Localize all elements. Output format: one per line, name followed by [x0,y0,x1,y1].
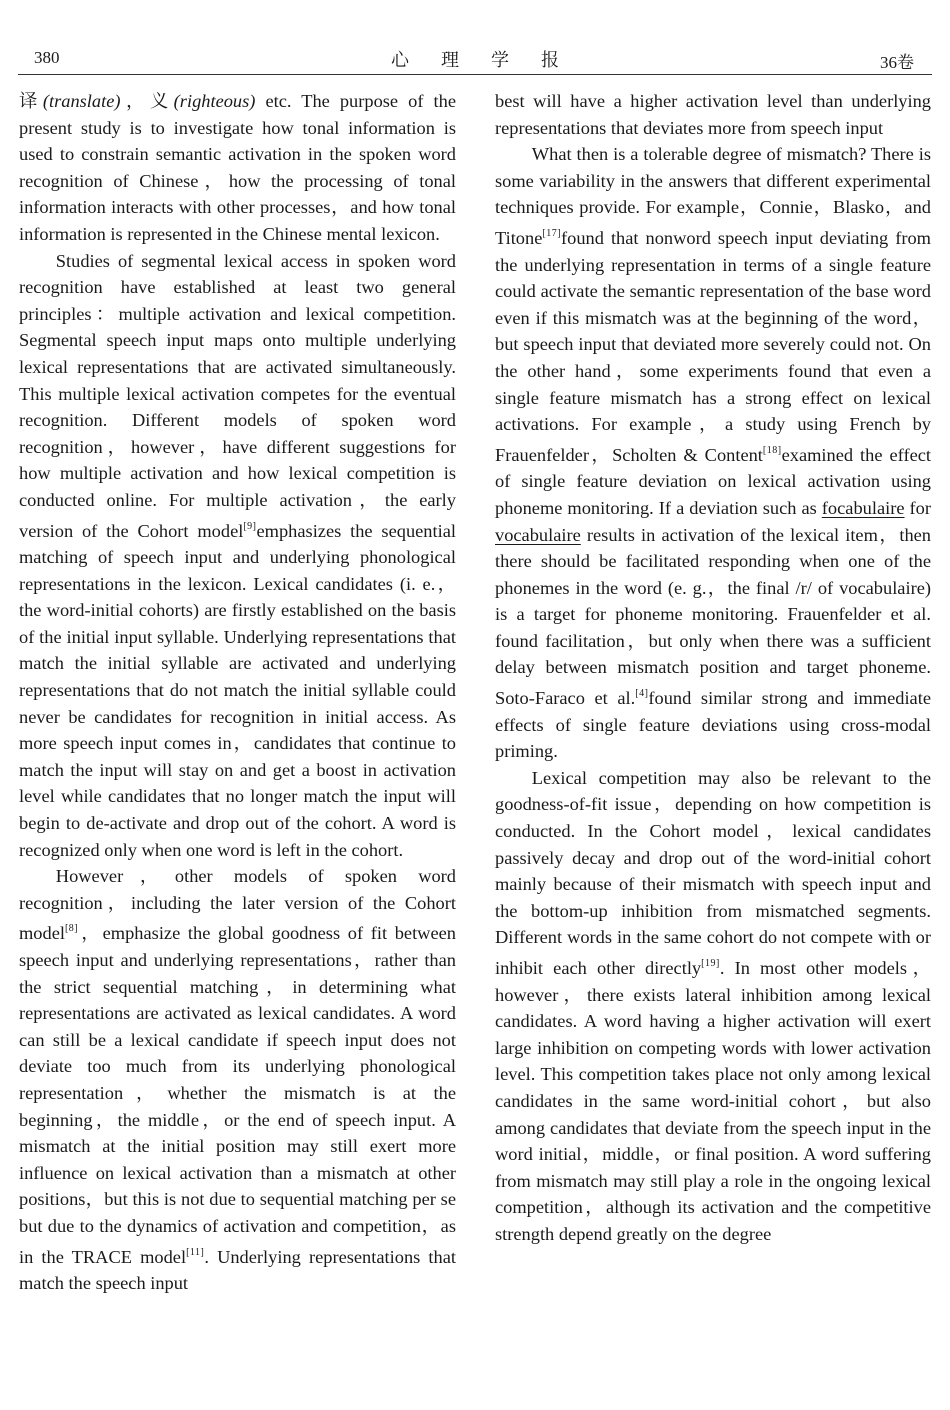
paragraph-text: for [904,497,931,518]
paragraph [19,88,456,248]
example-word: vocabulaire [495,524,581,545]
paragraph [19,863,456,1297]
volume-label: 36卷 [880,53,914,72]
paragraph-text: . In most other models，however，there exists lateral inhibition among lexical candidates. A word having a higher activation will exert large inhibition on competing words with lower activation level. This competition takes place not only among lexical candidates in the same word-initial cohort，but also among candidates that deviate from the speech input in the word initial，middle，or final position. A word suffering from mismatch may still play a role in the ongoing lexical competition，although its activation and the competitive strength depend greatly on the degree [495,958,931,1244]
page-number: 380 [34,48,60,67]
paragraph-text: best will have a higher activation level than underlying representations that deviates more from speech input [495,91,931,138]
paragraph [495,141,931,765]
journal-title: 心理学报 [391,50,591,70]
citation: [19] [701,958,720,969]
paragraph-text: emphasizes the sequential matching of speech input and underlying phonological representations in the lexicon. Lexical candidates (i. e.，the word-initial cohorts) are firstly established on the basis of the initial input syllable. Underlying representations that match the initial syllable are activated and underlying representations that do not match the initial syllable could never be candidates for recognition in initial access. As more speech input comes in，candidates that continue to match the input will stay on and get a boost in activation level while candidates that no longer match the input will begin to de-activate and drop out of the cohort. A word is recognized only when one word is left in the cohort. [19,520,456,860]
citation: [9] [243,520,257,532]
paragraph-text: examined the effect of single feature deviation on lexical activation using phoneme monitoring. If a deviation such as [495,444,931,518]
paragraph-text: What then is a tolerable degree of mismatch? There is some variability in the answers that different experimental techniques provide. For example，Connie，Blasko，and Titone [495,144,931,248]
paragraph [19,248,456,864]
left-column [19,88,456,1297]
citation: [17] [542,227,562,239]
citation: [8] [64,923,79,935]
paragraph [495,88,931,141]
header-rule [18,74,932,75]
citation: [4] [635,688,649,700]
separator: ， [120,91,150,111]
paragraph-text: Studies of segmental lexical access in spoken word recognition have established at least two general principles：multiple activation and lexical competition. Segmental speech input maps onto multiple underlying lexical representations that are activated simultaneously. This multiple lexical activation competes for the eventual recognition. Different models of spoken word recognition，however，have different suggestions for how multiple activation and how lexical competition is conducted online. For multiple activation，the early version of the Cohort model [19,250,456,541]
gloss: (translate) [42,91,121,111]
right-column [495,88,931,1248]
paragraph-text: etc. The purpose of the present study is to investigate how tonal information is used to constrain semantic activation in the spoken word recognition of Chinese，how the processing of tonal information interacts with other processes，and how tonal information is represented in the Chinese mental lexicon. [19,91,456,244]
citation: [18] [762,444,782,456]
citation: [11] [186,1246,205,1258]
chinese-char: 义 [149,91,174,111]
paragraph [495,765,931,1248]
gloss: (righteous) [173,91,256,111]
paragraph-text: found similar strong and immediate effects of single feature deviations using cross-modal priming. [495,688,931,762]
paragraph-text: Lexical competition may also be relevant to the goodness-of-fit issue，depending on how competition is conducted. In the Cohort model，lexical candidates passively decay and drop out of the word-initial cohort mainly because of their mismatch with speech input and the bottom-up inhibition from mismatched segments. Different words in the same cohort do not compete with or inhibit each other directly [495,767,931,978]
chinese-char: 译 [19,91,43,111]
paragraph-text: found that nonword speech input deviating from the underlying representation in terms of a single feature could activate the semantic representation of the base word even if this mismatch was at the beginning of the word，but speech input that deviated more severely could not. On the other hand，some experiments found that even a single feature mismatch has a strong effect on lexical activations. For example，a study using French by Frauenfelder，Scholten & Content [495,227,931,465]
paragraph-text: results in activation of the lexical item，then there should be facilitated responding when one of the phonemes in the word (e. g.，the final /r/ of vocabulaire) is a target for phoneme monitoring. Frauenfelder et al. found facilitation，but only when there was a sufficient delay between mismatch position and target phoneme. Soto-Faraco et al. [495,524,931,709]
paragraph-text: . Underlying representations that match the speech input [19,1246,456,1294]
paragraph-text: ，emphasize the global goodness of fit between speech input and underlying representations，rather than the strict sequential matching，in determining what representations are activated as lexical candidates. A word can still be a lexical candidate if speech input does not deviate too much from its underlying phonological representation，whether the mismatch is at the beginning，the middle，or the end of speech input. A mismatch at the initial position may still exert more influence on lexical activation than a mismatch at other positions，but this is not due to sequential matching per se but due to the dynamics of activation and competition，as in the TRACE model [19,923,456,1267]
example-word: focabulaire [821,497,905,518]
paragraph-text: However，other models of spoken word recognition，including the later version of the Cohort model [19,866,456,944]
running-header [18,44,932,72]
